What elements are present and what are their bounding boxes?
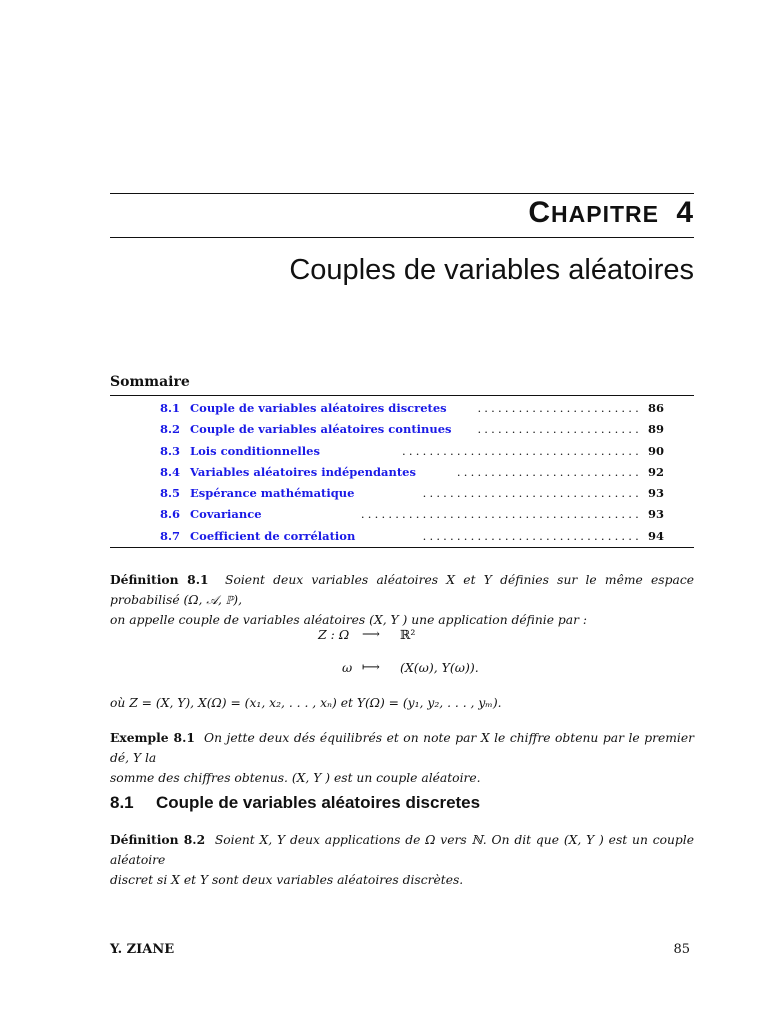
toc-item-page: 90 (647, 443, 664, 458)
toc-item-number: 8.3 (160, 443, 181, 458)
toc-leader-dots: ........................... (456, 464, 642, 479)
formula-row2-right: (X(ω), Y(ω)). (400, 660, 479, 675)
toc-item[interactable] (110, 398, 694, 419)
toc-leader-dots: ........................ (477, 422, 642, 437)
toc-item[interactable] (110, 441, 694, 462)
toc-leader-dots: ................................ (422, 528, 642, 543)
section-number: 8.1 (110, 793, 134, 812)
chapter-heading (528, 196, 694, 230)
footer-page-number: 85 (673, 942, 690, 957)
toc-item-link[interactable]: Couple de variables aléatoires discretes (190, 401, 447, 415)
toc-item[interactable] (110, 504, 694, 525)
example-label: Exemple 8.1 (110, 730, 195, 745)
definition-8-2 (110, 830, 694, 890)
toc-item-number: 8.7 (160, 528, 181, 543)
toc-item-number: 8.6 (160, 507, 181, 522)
where-line (110, 693, 694, 713)
formula-row1-left: Z : Ω (318, 627, 350, 642)
chapter-number: 4 (676, 196, 694, 229)
toc-item-number: 8.5 (160, 486, 181, 501)
toc-item-page: 86 (647, 401, 664, 415)
toc-leader-dots: ........................ (477, 401, 642, 415)
toc-heading: Sommaire (110, 374, 190, 390)
definition-text-line2: on appelle couple de variables aléatoires (X, Y ) une application définie par : (110, 613, 588, 627)
chapter-word-cap: C (528, 196, 552, 229)
toc-item-page: 89 (647, 422, 664, 437)
toc-item[interactable] (110, 462, 694, 483)
formula-row1-right: ℝ² (400, 627, 416, 642)
section-heading (110, 793, 480, 813)
toc-item[interactable] (110, 526, 694, 547)
toc-leader-dots: ................................... (402, 443, 642, 458)
toc-item[interactable] (110, 483, 694, 504)
definition-label: Définition 8.1 (110, 572, 209, 587)
toc-item[interactable] (110, 419, 694, 440)
footer-author: Y. ZIANE (110, 942, 175, 957)
toc-item-link[interactable]: Covariance (190, 507, 262, 522)
toc-item-link[interactable]: Variables aléatoires indépendantes (190, 464, 416, 479)
definition-text-line1: Soient X, Y deux applications de Ω vers ℕ. On dit que (X, Y ) est un couple aléatoire (110, 833, 695, 867)
chapter-title: Couples de variables aléatoires (289, 254, 694, 286)
where-text: où Z = (X, Y), X(Ω) = (x₁, x₂, . . . , xₙ) et Y(Ω) = (y₁, y₂, . . . , yₘ). (110, 696, 502, 710)
formula-row2-left: ω (342, 660, 353, 675)
toc-item-number: 8.4 (160, 464, 181, 479)
example-text-line2: somme des chiffres obtenus. (X, Y ) est un couple aléatoire. (110, 771, 481, 785)
toc-bottom-rule (110, 547, 694, 548)
example-8-1 (110, 728, 694, 788)
example-text-line1: On jette deux dés équilibrés et on note par X le chiffre obtenu par le premier dé, Y la (110, 731, 694, 765)
definition-label: Définition 8.2 (110, 832, 206, 847)
toc-item-number: 8.2 (160, 422, 181, 437)
toc-item-page: 93 (647, 486, 664, 501)
toc-top-rule (110, 395, 694, 396)
definition-text-line1: Soient deux variables aléatoires X et Y définies sur le même espace probabilisé (Ω, 𝒜, ℙ), (110, 573, 694, 607)
toc-item-number: 8.1 (160, 401, 181, 415)
formula-row2-arrow: ⟼ (362, 659, 380, 674)
formula-row1-arrow: ⟶ (362, 626, 380, 641)
toc-item-page: 94 (647, 528, 664, 543)
chapter-top-rule (110, 193, 694, 194)
toc-item-link[interactable]: Espérance mathématique (190, 486, 355, 501)
toc-leader-dots: ................................ (422, 486, 642, 501)
toc-leader-dots: ......................................... (360, 507, 642, 522)
toc-item-page: 93 (647, 507, 664, 522)
toc-item-page: 92 (647, 464, 664, 479)
section-title: Couple de variables aléatoires discretes (156, 793, 481, 812)
chapter-word-rest: HAPITRE (551, 201, 659, 227)
chapter-bottom-rule (110, 237, 694, 238)
toc-item-link[interactable]: Lois conditionnelles (190, 443, 320, 458)
definition-8-1 (110, 570, 694, 630)
toc-item-link[interactable]: Couple de variables aléatoires continues (190, 422, 452, 437)
toc-list (110, 398, 694, 547)
toc-item-link[interactable]: Coefficient de corrélation (190, 528, 356, 543)
definition-text-line2: discret si X et Y sont deux variables aléatoires discrètes. (110, 873, 464, 887)
